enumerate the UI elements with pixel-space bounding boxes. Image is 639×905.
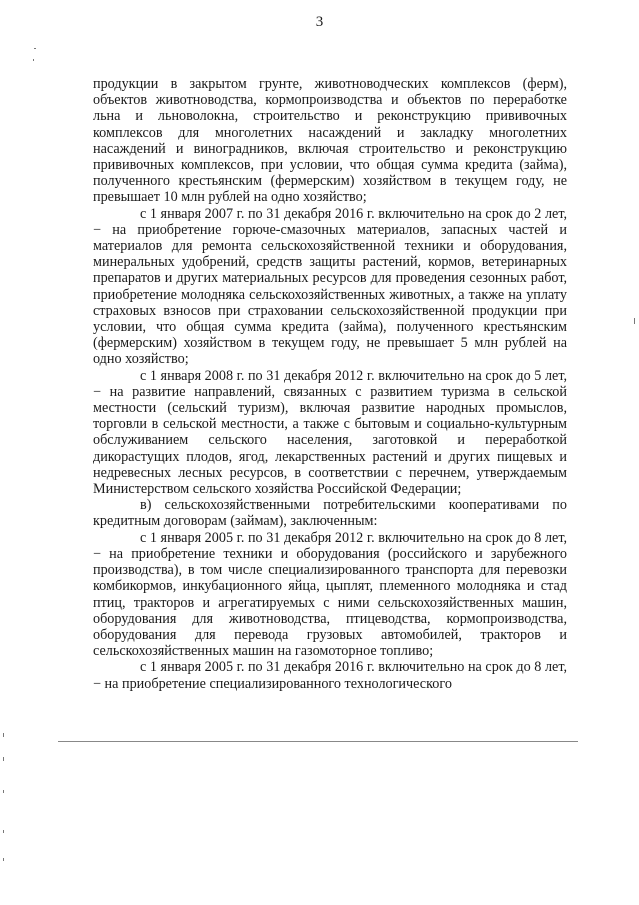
scan-artifact [3,790,4,793]
paragraph: с 1 января 2005 г. по 31 декабря 2012 г. включительно на срок до 8 лет, − на приобретение техники и оборудования (российского и зарубежного производства), в том числе специализированного транспорта для перевозки комбикормов, инкубационного яйца, цыплят, племенного молодняка и стад птиц, тракторов и агрегатируемых с ними сельскохозяйственных машин, оборудования для животноводства, птицеводства, кормопроизводства, оборудования для перевода грузовых автомобилей, тракторов и сельскохозяйственных машин на газомоторное топливо; [93,529,567,660]
scan-artifact [33,59,34,61]
paragraph: продукции в закрытом грунте, животноводческих комплексов (ферм), объектов животноводства, кормопроизводства и объектов по переработке льна и льноволокна, строительство и реконструкцию прививочных комплексов для многолетних насаждений и закладку многолетних насаждений и виноградников, включая строительство и реконструкцию прививочных комплексов, при условии, что общая сумма кредита (займа), полученного крестьянским (фермерским) хозяйством в текущем году, не превышает 10 млн рублей на одно хозяйство; [93,76,567,206]
scan-artifact [634,318,635,324]
paragraph: с 1 января 2008 г. по 31 декабря 2012 г. включительно на срок до 5 лет, − на развитие направлений, связанных с развитием туризма в сельской местности (сельский туризм), включая развитие народных промыслов, торговли в сельской местности, а также с бытовым и социально-культурным обслуживанием сельского населения, заготовкой и переработкой дикорастущих плодов, ягод, лекарственных растений и других пищевых и недревесных лесных ресурсов, в соответствии с перечнем, утверждаемым Министерством сельского хозяйства Российской Федерации; [93,367,567,498]
scan-artifact [3,830,4,833]
scan-artifact [3,733,4,737]
scan-artifact [3,858,4,861]
paragraph: с 1 января 2005 г. по 31 декабря 2016 г. включительно на срок до 8 лет, − на приобретение специализированного технологического [93,659,567,692]
scan-artifact [34,48,36,49]
scan-artifact [3,757,4,761]
paragraph: в) сельскохозяйственными потребительскими кооперативами по кредитным договорам (займам), заключенным: [93,497,567,530]
document-body [93,76,567,692]
paragraph: с 1 января 2007 г. по 31 декабря 2016 г. включительно на срок до 2 лет, − на приобретение горюче-смазочных материалов, запасных частей и материалов для ремонта сельскохозяйственной техники и оборудования, минеральных удобрений, средств защиты растений, кормов, ветеринарных препаратов и других материальных ресурсов для проведения сезонных работ, приобретение молодняка сельскохозяйственных животных, а также на уплату страховых взносов при страховании сельскохозяйственной продукции при условии, что общая сумма кредита (займа), полученного крестьянским (фермерским) хозяйством в текущем году, не превышает 5 млн рублей на одно хозяйство; [93,205,567,368]
scan-line-artifact [58,741,578,742]
page-number: 3 [315,14,324,30]
